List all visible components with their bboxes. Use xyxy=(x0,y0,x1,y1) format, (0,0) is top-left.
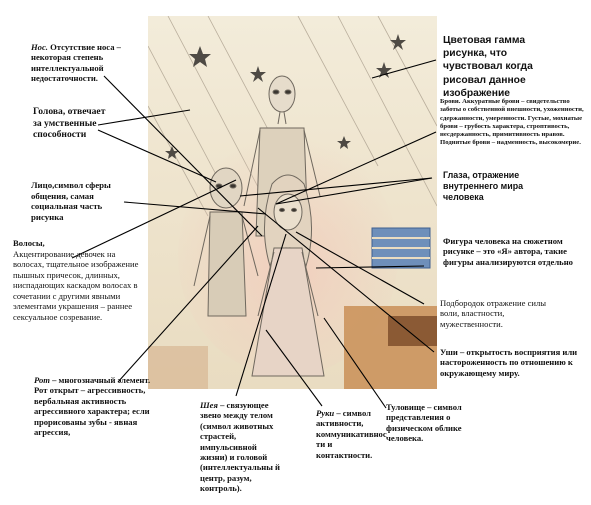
mouth-text: – многозначный элемент. Рот открыт – агрессивность, вербальная активность агрессивного характера; если прорисованы зубы - явная агрессия, xyxy=(34,375,151,438)
annotation-color-palette: Цветовая гамма рисунка, что чувствовал когда рисовал данное изображение xyxy=(443,35,533,99)
annotation-torso: Туловище – символ представления о физическом облике человека. xyxy=(386,402,462,444)
annotation-head: Голова, отвечает за умственные способности xyxy=(33,106,106,141)
annotation-nose xyxy=(31,42,138,84)
nose-text: Отсутствие носа – некоторая степень интеллектуальной недостаточности. xyxy=(31,42,121,84)
hair-term: Волосы, xyxy=(13,238,45,248)
mouth-term: Рот xyxy=(34,375,50,385)
annotation-chin: Подбородок отражение силы воли, властности, мужественности. xyxy=(440,298,547,329)
blue-box xyxy=(372,228,430,268)
hair-text: Акцентирование девочек на волосах, тщательное изображение пышных причесок, длинных, ниспадающих каскадом волосах в сочетании с другими явными элементами украшения – раннее сексуальное созревание. xyxy=(13,248,139,322)
hands-text: – символ активности, коммуникативнос ти и контактности. xyxy=(316,408,387,460)
drawing-illustration xyxy=(148,16,437,389)
annotation-mouth xyxy=(34,375,152,437)
annotation-brows: Брови. Аккуратные брови – свидетельство заботы о собственной внешности, ухоженности, сдержанности, умеренности. Густые, мохнатые брови – грубость характера, строптивость, несдержанность, примитивность нравов. Поднятые брови – надменность, высокомерие. xyxy=(440,98,584,147)
annotation-ears: Уши – открытость восприятия или настороженность по отношению к окружающему миру. xyxy=(440,347,578,378)
neck-term: Шея xyxy=(200,400,218,410)
annotation-hair xyxy=(13,238,139,322)
pencil-drawing xyxy=(148,16,437,389)
annotation-hands xyxy=(316,408,390,460)
annotation-face: Лицо,символ сферы общения, самая социальная часть рисунка xyxy=(31,180,111,222)
annotation-neck xyxy=(200,400,284,494)
annotation-eyes: Глаза, отражение внутреннего мира человека xyxy=(443,170,524,203)
nose-term: Нос. xyxy=(31,42,48,52)
neck-text: – связующее звено между телом (символ животных страстей, импульсивной жизни) и головой (интеллектуальны й центр, разум, контроль). xyxy=(200,400,280,494)
annotation-figure: Фигура человека на сюжетном рисунке – это «Я» автора, такие фигуры анализируются отдельно xyxy=(443,236,573,267)
hands-term: Руки xyxy=(316,408,335,418)
